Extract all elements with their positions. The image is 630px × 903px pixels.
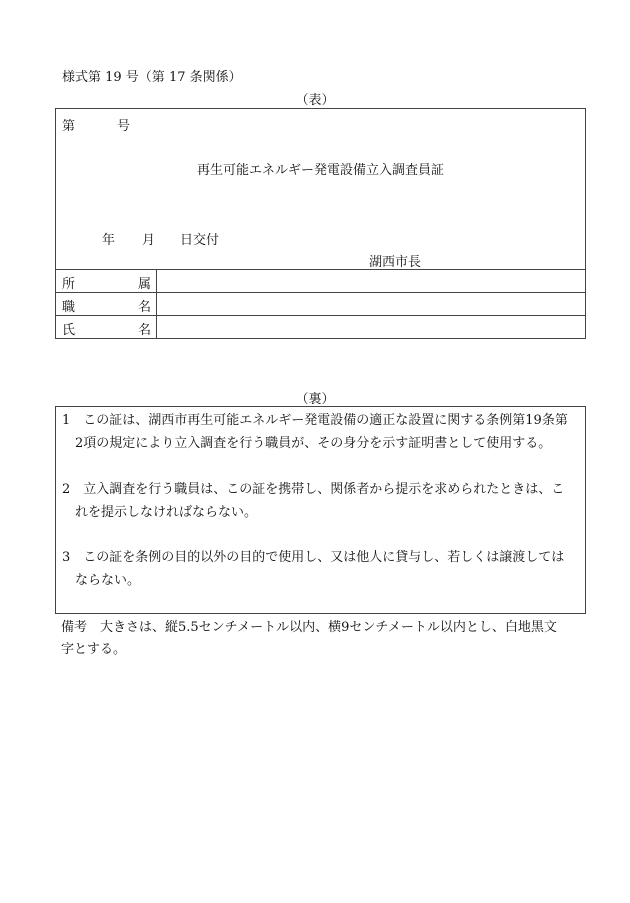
row-divider — [156, 316, 157, 339]
clause-1 — [62, 409, 577, 455]
row-divider — [156, 270, 157, 293]
card-number-suffix: 号 — [117, 119, 131, 134]
job-title-label-last: 名 — [138, 300, 152, 315]
issue-day-label: 日交付 — [180, 233, 220, 248]
remarks-line-2: 字とする。 — [61, 642, 127, 657]
job-title-label-first: 職 — [62, 300, 76, 315]
back-side-heading: （裏） — [295, 392, 335, 407]
form-number: 様式第 19 号（第 17 条関係） — [62, 70, 242, 85]
job-title-row — [56, 292, 585, 316]
card-number-label: 第 — [62, 119, 76, 134]
clause-1-line-2: 2項の規定により立入調査を行う職員が、その身分を示す証明書として使用する。 — [75, 436, 552, 451]
name-label-first: 氏 — [62, 323, 76, 338]
clause-2-line-2: れを提示しなければならない。 — [75, 505, 258, 520]
issue-month-label: 月 — [142, 233, 156, 248]
card-title: 再生可能エネルギー発電設備立入調査員証 — [196, 163, 444, 178]
affiliation-row — [56, 269, 585, 293]
front-side-card — [55, 108, 586, 339]
clause-2-line-1: 2 立入調査を行う職員は、この証を携帯し、関係者から提示を求められたときは、こ — [62, 482, 565, 497]
back-side-card — [55, 406, 586, 614]
issuer-name: 湖西市長 — [369, 255, 422, 270]
issue-year-label: 年 — [102, 233, 116, 248]
clause-3 — [62, 546, 577, 592]
clause-3-line-2: ならない。 — [75, 573, 141, 588]
remarks-line-1: 備考 大きさは、縦5.5センチメートル以内、横9センチメートル以内とし、白地黒文 — [61, 620, 557, 635]
clause-3-line-1: 3 この証を条例の目的以外の目的で使用し、又は他人に貸与し、若しくは譲渡しては — [62, 550, 565, 565]
remarks — [61, 617, 591, 661]
front-side-heading: （表） — [295, 93, 335, 108]
row-divider — [156, 293, 157, 316]
affiliation-label-last: 属 — [138, 277, 152, 292]
affiliation-label-first: 所 — [62, 277, 76, 292]
clause-1-line-1: 1 この証は、湖西市再生可能エネルギー発電設備の適正な設置に関する条例第19条第 — [62, 413, 568, 428]
clause-2 — [62, 478, 577, 524]
name-row — [56, 315, 585, 339]
name-label-last: 名 — [138, 323, 152, 338]
